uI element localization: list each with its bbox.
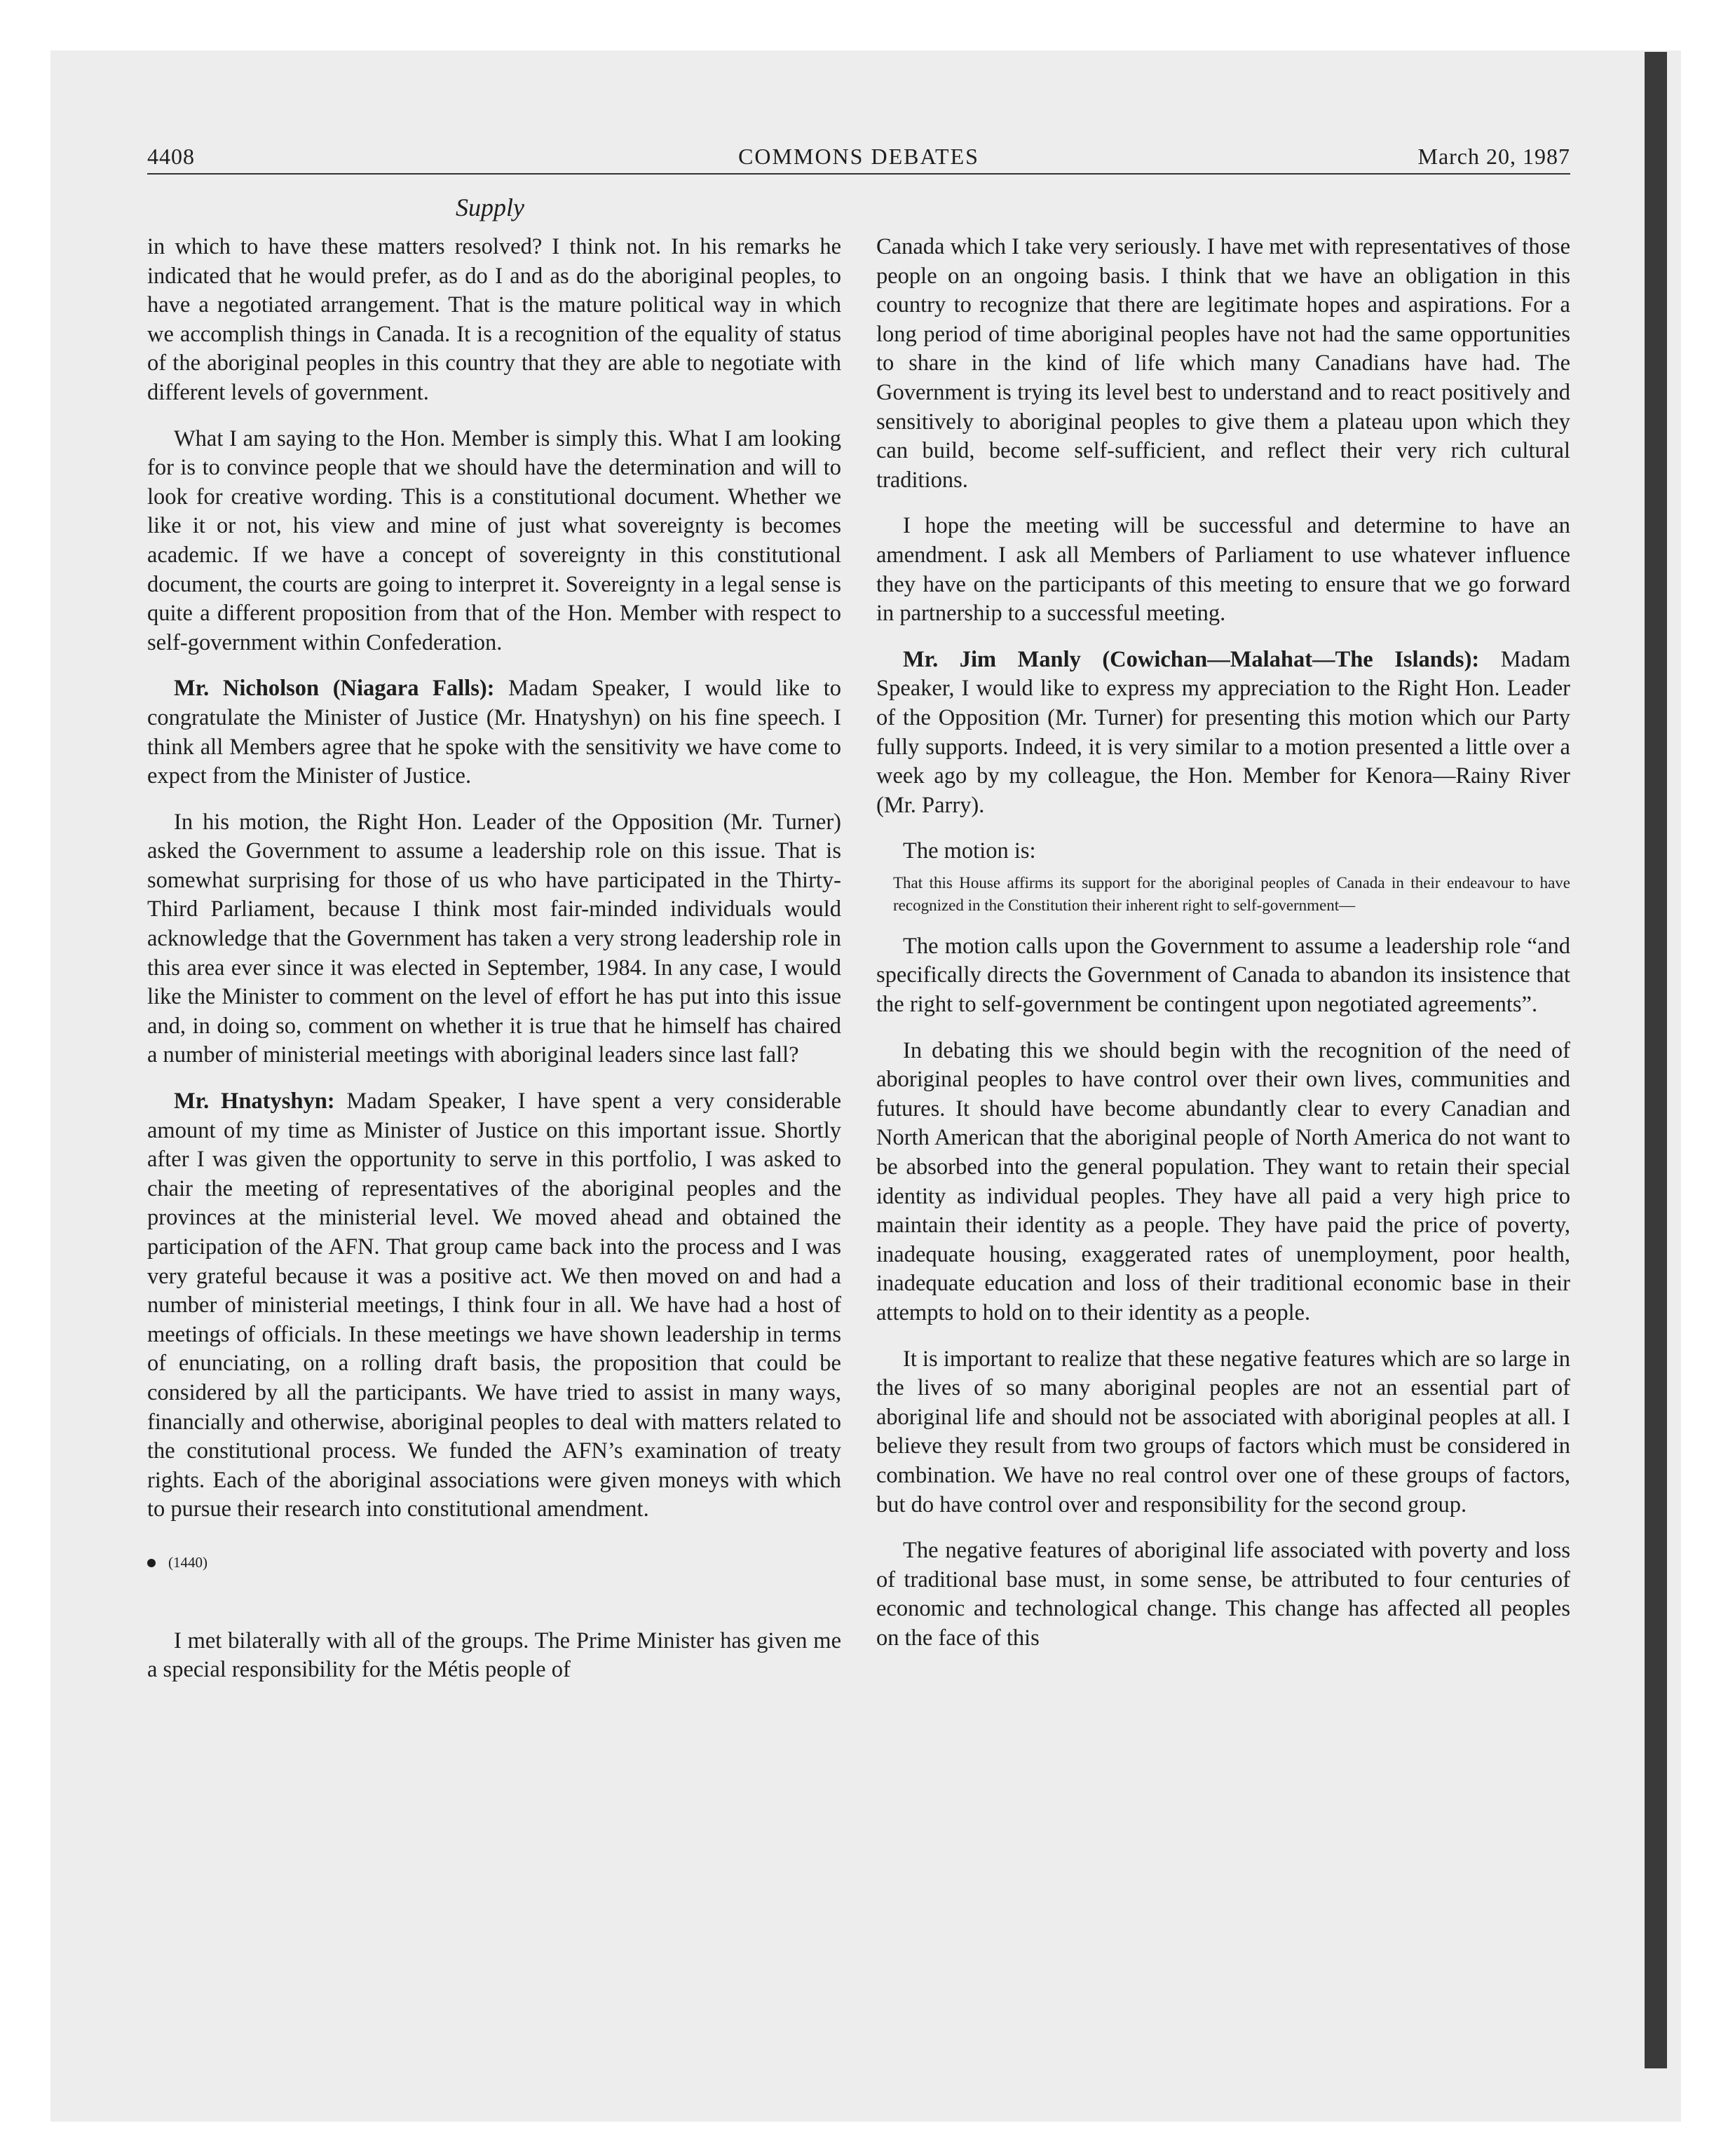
scan-edge-bar — [1645, 52, 1667, 2068]
right-column — [876, 233, 1570, 1670]
paragraph: In his motion, the Right Hon. Leader of the Opposition (Mr. Turner) asked the Government to assume a leadership role on this issue. That is somewhat surprising for those of us who have participated in the Thirty-Third Parliament, because I think most fair-minded individuals would acknowledge that the Government has taken a very strong leadership role in this area ever since it was elected in September, 1984. In any case, I would like the Minister to comment on the level of effort he has put into this issue and, in doing so, comment on whether it is true that he himself has chaired a number of ministerial meetings with aboriginal leaders since last fall? — [147, 809, 841, 1068]
speech-paragraph — [147, 1087, 841, 1524]
speaker-name: Mr. Jim Manly (Cowichan—Malahat—The Islands): — [903, 646, 1480, 672]
left-column — [147, 233, 841, 1702]
speech-paragraph — [147, 674, 841, 791]
bullet-icon — [147, 1559, 156, 1567]
time-stamp-text: (1440) — [168, 1553, 207, 1571]
issue-date: March 20, 1987 — [1417, 144, 1570, 169]
speech-text: Madam Speaker, I would like to congratulate the Minister of Justice (Mr. Hnatyshyn) on his fine speech. I think all Members agree that he spoke with the sensitivity we have come to expect from the Minister of Justice. — [147, 676, 841, 789]
section-title: Supply — [456, 193, 524, 221]
paragraph: in which to have these matters resolved? I think not. In his remarks he indicated that he would prefer, as do I and as do the aboriginal peoples, to have a negotiated arrangement. That is the mature political way in which we accomplish things in Canada. It is a recognition of the equality of status of the aboriginal peoples in this country that they are able to negotiate with different levels of government. — [147, 234, 841, 405]
page-number: 4408 — [147, 144, 195, 169]
paragraph: The negative features of aboriginal life associated with poverty and loss of traditional base must, in some sense, be attributed to four centuries of economic and technological change. This change has affected all peoples on the face of this — [876, 1538, 1570, 1651]
paragraph: The motion is: — [903, 838, 1036, 864]
paragraph: What I am saying to the Hon. Member is simply this. What I am looking for is to convince people that we should have the determination and will to look for creative wording. This is a constitutional document. Whether we like it or not, his view and mine of just what sovereignty is becomes academic. If we have a concept of sovereignty in this constitutional document, the courts are going to interpret it. Sovereignty in a legal sense is quite a different proposition from that of the Hon. Member with respect to self-government within Confederation. — [147, 425, 841, 655]
time-stamp — [147, 1548, 841, 1578]
speech-paragraph — [876, 646, 1570, 821]
paragraph: I met bilaterally with all of the groups. The Prime Minister has given me a special responsibility for the Métis people of — [147, 1628, 841, 1683]
paragraph: In debating this we should begin with the recognition of the need of aboriginal peoples to have control over their own lives, communities and futures. It should have become abundantly clear to every Canadian and North American that the aboriginal people of North America do not want to be absorbed into the general population. They want to retain their special identity as individual peoples. They have all paid a very high price to maintain their identity as a people. They have paid the price of poverty, inadequate housing, exaggerated rates of unemployment, poor health, inadequate education and loss of their traditional economic base in their attempts to hold on to their identity as a people. — [876, 1037, 1570, 1325]
speech-text: Madam Speaker, I would like to express my appreciation to the Right Hon. Leader of the Opposition (Mr. Turner) for presenting this motion which our Party fully supports. Indeed, it is very similar to a motion presented a little over a week ago by my colleague, the Hon. Member for Kenora—Rainy River (Mr. Parry). — [876, 646, 1570, 818]
speaker-name: Mr. Hnatyshyn: — [174, 1089, 335, 1114]
paragraph: It is important to realize that these negative features which are so large in the lives of so many aboriginal peoples are not an essential part of aboriginal life and should not be associated with aboriginal peoples at all. I believe they result from two groups of factors which must be considered in combination. We have no real control over one of these groups of factors, but do have control over and responsibility for the second group. — [876, 1346, 1570, 1517]
paragraph: I hope the meeting will be successful and determine to have an amendment. I ask all Members of Parliament to use whatever influence they have on the participants of this meeting to ensure that we go forward in partnership to a successful meeting. — [876, 513, 1570, 627]
page-header — [147, 144, 1570, 175]
publication-title: COMMONS DEBATES — [738, 144, 979, 169]
paragraph: The motion calls upon the Government to assume a leadership role “and specifically directs the Government of Canada to abandon its insistence that the right to self-government be contingent upon negotiated agreements”. — [876, 933, 1570, 1018]
paragraph: Canada which I take very seriously. I have met with representatives of those people on an ongoing basis. I think that we have an obligation in this country to recognize that there are legitimate hopes and aspirations. For a long period of time aboriginal peoples have not had the same opportunities to share in the kind of life which many Canadians have had. The Government is trying its level best to understand and to react positively and sensitively to aboriginal peoples to give them a plateau upon which they can build, become self-sufficient, and reflect their very rich cultural traditions. — [876, 234, 1570, 493]
speech-text: Madam Speaker, I have spent a very considerable amount of my time as Minister of Justice on this important issue. Shortly after I was given the opportunity to serve in this portfolio, I was asked to chair the meeting of representatives of the aboriginal peoples and the provinces at the ministerial level. We moved ahead and obtained the participation of the AFN. That group came back into the process and I was very grateful because it was a positive act. We then moved on and had a number of ministerial meetings, I think four in all. We have had a host of meetings of officials. In these meetings we have shown leadership in terms of enunciating, on a rolling draft basis, the proposition that could be considered by all the participants. We have tried to assist in many ways, financially and otherwise, aboriginal peoples to deal with matters related to the constitutional process. We funded the AFN’s examination of treaty rights. Each of the aboriginal associations were given moneys with which to pursue their research into constitutional amendment. — [147, 1089, 842, 1522]
motion-quote: That this House affirms its support for the aboriginal peoples of Canada in their endeavour to have recognized in the Constitution their inherent right to self-government— — [893, 873, 1570, 914]
speaker-name: Mr. Nicholson (Niagara Falls): — [174, 676, 495, 702]
